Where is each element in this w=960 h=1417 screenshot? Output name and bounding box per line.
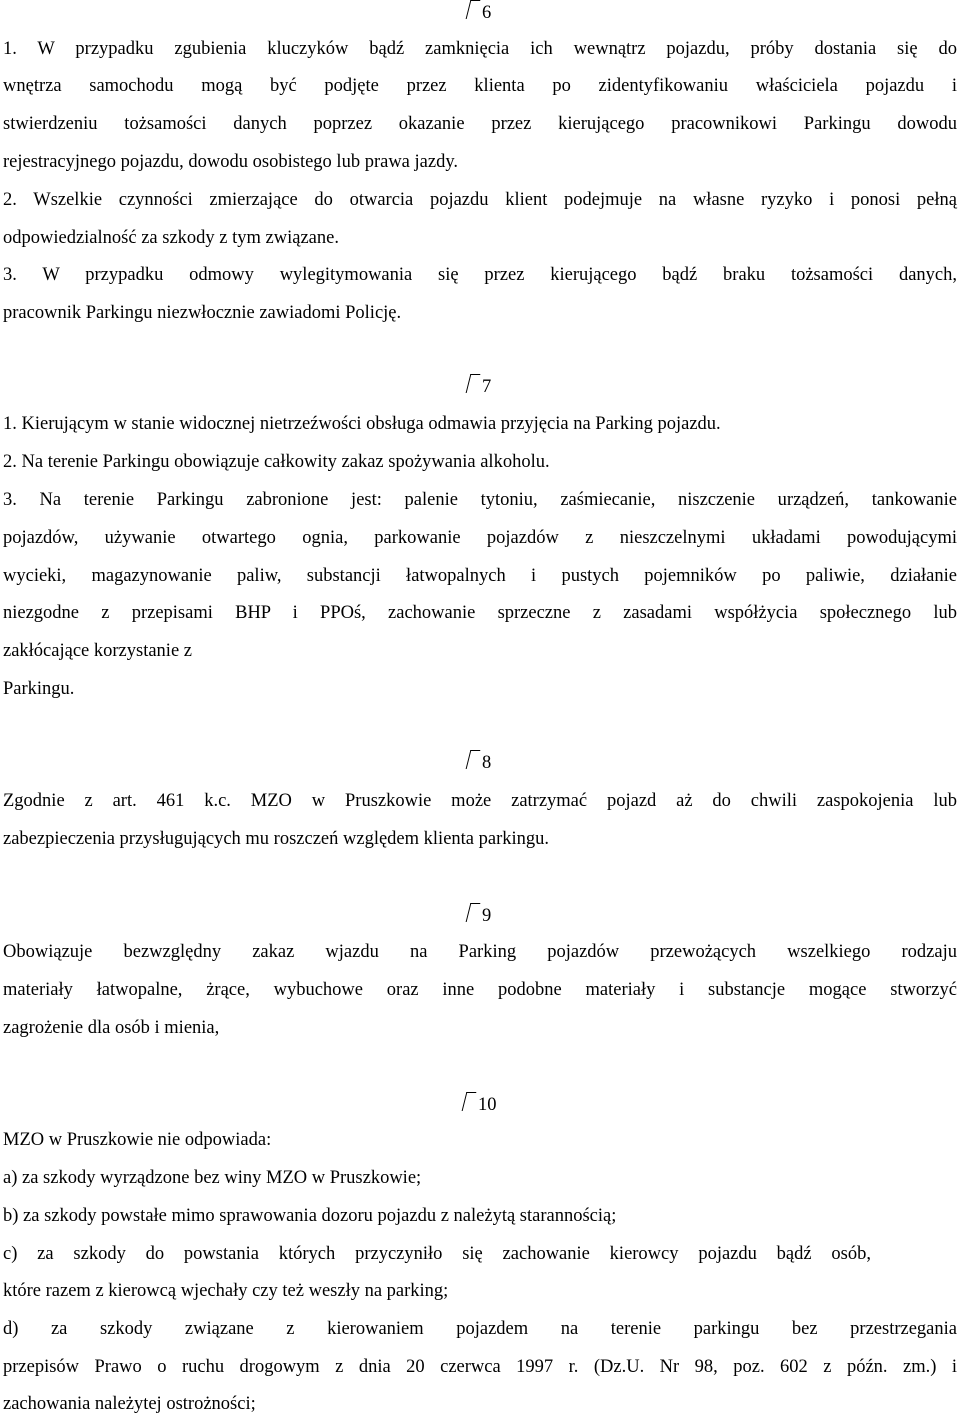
section-sign-icon [466,374,481,393]
paragraph-line: wnętrza samochodu mogą być podjęte przez klienta po zidentyfikowaniu właściciela pojazdu i [3,76,957,96]
paragraph-line: materiały łatwopalne, żrące, wybuchowe oraz inne podobne materiały i substancje mogące stworzyć [3,980,957,1000]
paragraph-line: zachowania należytej ostrożności; [3,1394,256,1414]
paragraph-line: pracownik Parkingu niezwłocznie zawiadomi Policję. [3,303,402,323]
paragraph-line: Obowiązuje bezwzględny zakaz wjazdu na Parking pojazdów przewożących wszelkiego rodzaju [3,942,957,962]
paragraph-line: zakłócające korzystanie z [3,641,192,661]
paragraph-line: MZO w Pruszkowie nie odpowiada: [3,1130,272,1150]
paragraph-line: rejestracyjnego pojazdu, dowodu osobistego lub prawa jazdy. [3,152,459,172]
paragraph-line: niezgodne z przepisami BHP i PPOś, zachowanie sprzeczne z zasadami współżycia społecznego lub [3,603,957,623]
section-sign-icon [466,0,481,19]
paragraph-line: odpowiedzialność za szkody z tym związane. [3,228,339,248]
paragraph-line: 1. W przypadku zgubienia kluczyków bądź zamknięcia ich wewnątrz pojazdu, próby dostania się do [3,39,957,59]
paragraph-line: stwierdzeniu tożsamości danych poprzez okazanie przez kierującego pracownikowi Parkingu dowodu [3,114,957,134]
paragraph-line: 3. W przypadku odmowy wylegitymowania się przez kierującego bądź braku tożsamości danych, [3,265,957,285]
paragraph-line: które razem z kierowcą wjechały czy też weszły na parking; [3,1281,449,1301]
paragraph-line: 3. Na terenie Parkingu zabronione jest: palenie tytoniu, zaśmiecanie, niszczenie urządzeń, tankowanie [3,490,957,510]
section-sign-icon [466,750,481,769]
section-number: 6 [482,3,492,23]
section-number: 8 [482,753,492,773]
paragraph-line: Parkingu. [3,679,75,699]
section-number: 10 [478,1095,497,1115]
paragraph-line: przepisów Prawo o ruchu drogowym z dnia 20 czerwca 1997 r. (Dz.U. Nr 98, poz. 602 z późn. zm.) i [3,1357,957,1377]
paragraph-line: wycieki, magazynowanie paliw, substancji łatwopalnych i pustych pojemników po paliwie, działanie [3,566,957,586]
paragraph-line: c) za szkody do powstania których przyczyniło się zachowanie kierowcy pojazdu bądź osób, [3,1244,871,1264]
paragraph-line: 1. Kierującym w stanie widocznej nietrzeźwości obsługa odmawia przyjęcia na Parking pojazdu. [3,414,721,434]
paragraph-line: d) za szkody związane z kierowaniem pojazdem na terenie parkingu bez przestrzegania [3,1319,957,1339]
paragraph-line: 2. Na terenie Parkingu obowiązuje całkowity zakaz spożywania alkoholu. [3,452,550,472]
section-number: 7 [482,377,492,397]
section-number: 9 [482,906,492,926]
paragraph-line: pojazdów, używanie otwartego ognia, parkowanie pojazdów z nieszczelnymi układami powodującymi [3,528,957,548]
paragraph-line: Zgodnie z art. 461 k.c. MZO w Pruszkowie może zatrzymać pojazd aż do chwili zaspokojenia lub [3,791,957,811]
paragraph-line: zagrożenie dla osób i mienia, [3,1018,220,1038]
paragraph-line: a) za szkody wyrządzone bez winy MZO w Pruszkowie; [3,1168,422,1188]
section-sign-icon [462,1092,477,1111]
paragraph-line: zabezpieczenia przysługujących mu roszczeń względem klienta parkingu. [3,829,550,849]
paragraph-line: 2. Wszelkie czynności zmierzające do otwarcia pojazdu klient podejmuje na własne ryzyko i ponosi pełną [3,190,957,210]
paragraph-line: b) za szkody powstałe mimo sprawowania dozoru pojazdu z należytą starannością; [3,1206,617,1226]
section-sign-icon [466,903,481,922]
